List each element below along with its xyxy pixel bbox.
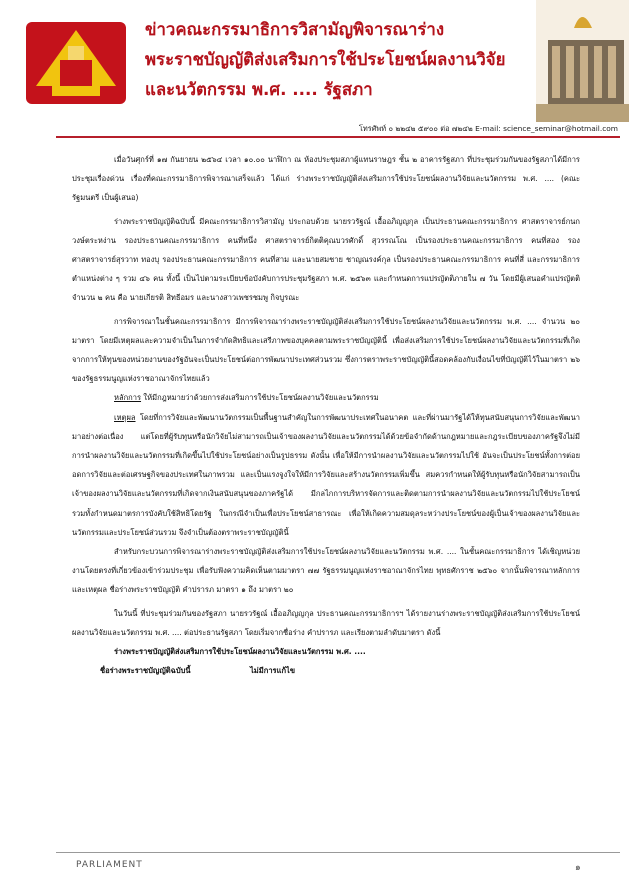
page-title — [145, 14, 555, 104]
parliament-building-photo — [536, 0, 629, 122]
footer-rule — [56, 852, 620, 853]
title-line: ข่าวคณะกรรมาธิการวิสามัญพิจารณาร่าง — [145, 19, 445, 39]
reason-text: โดยที่การวิจัยและพัฒนานวัตกรรมเป็นพื้นฐานสำคัญในการพัฒนาประเทศในอนาคต และที่ผ่านมารัฐได้ให้ทุนสนับสนุนการวิจัยและพัฒนามาอย่างต่อเนื่อง แต่โดยที่ผู้รับทุนหรือนักวิจัยไม่สามารถเป็นเจ้าของผลงานวิจัยและนวัตกรรมได้ด้วยข้อจำกัดด้านกฎหมายและกฎระเบียบของภาครัฐจึงไม่มีการนำผลงานวิจัยและนวัตกรรมที่เกิดขึ้นไปใช้ประโยชน์อย่างเป็นรูปธรรม ดังนั้น เพื่อให้มีการนำผลงานวิจัยและนวัตกรรมไปใช้ อันจะเป็นประโยชน์ทั้งการต่อยอดการวิจัยและต่อเศรษฐกิจของประเทศในภาพรวม และเป็นแรงจูงใจให้มีการวิจัยและสร้างนวัตกรรมเพิ่มขึ้น สมควรกำหนดให้ผู้รับทุนหรือนักวิจัยสามารถเป็นเจ้าของผลงานวิจัยและนวัตกรรมที่เกิดจากเงินสนับสนุนของภาครัฐได้ มีกลไกการบริหารจัดการและติดตามการนำผลงานวิจัยและนวัตกรรมไปใช้ประโยชน์ รวมทั้งกำหนดมาตรการบังคับใช้สิทธิโดยรัฐ ในกรณีจำเป็นเพื่อประโยชน์สาธารณะ เพื่อให้เกิดความสมดุลระหว่างประโยชน์ของผู้เป็นเจ้าของผลงานวิจัยและนวัตกรรมและประโยชน์ส่วนรวม จึงจำเป็นต้องตราพระราชบัญญัตินี้ — [72, 412, 580, 537]
paragraph: สำหรับกระบวนการพิจารณาร่างพระราชบัญญัติส่งเสริมการใช้ประโยชน์ผลงานวิจัยและนวัตกรรม พ.ศ. .... ในชั้นคณะกรรมาธิการ ได้เชิญหน่วยงานโดยตรงที่เกี่ยวข้องเข้าร่วมประชุม เพื่อรับฟังความคิดเห็นตามมาตรา ๗๗ รัฐธรรมนูญแห่งราชอาณาจักรไทย พุทธศักราช ๒๕๖๐ จากนั้นพิจารณาหลักการและเหตุผล ชื่อร่างพระราชบัญญัติ คำปรารภ มาตรา ๑ ถึง มาตรา ๒๐ — [72, 547, 580, 595]
bill-row — [100, 661, 580, 680]
bill-row-label: ชื่อร่างพระราชบัญญัติฉบับนี้ — [100, 666, 191, 676]
parliament-emblem-icon — [24, 16, 128, 108]
article-body — [72, 150, 580, 680]
paragraph: ร่างพระราชบัญญัติฉบับนี้ มีคณะกรรมาธิการวิสามัญ ประกอบด้วย นายรวรัฐณ์ เอื้ออภิญญกุล เป็นประธานคณะกรรมาธิการ ศาสตราจารย์กนก วงษ์ตระหง่าน รองประธานคณะกรรมาธิการ คนที่หนึ่ง ศาสตราจารย์กิตติคุณบวรศักดิ์ สุวรรณโณ เป็นรองประธานคณะกรรมาธิการ คนที่สอง รองศาสตราจารย์สุรวาท ทองบุ รองประธานคณะกรรมาธิการ คนที่สาม และนายสมชาย ชาญณรงค์กุล เป็นรองประธานคณะกรรมาธิการ คนที่สี่ และกรรมาธิการตำแหน่งต่าง ๆ รวม ๔๖ คน ทั้งนี้ เป็นไปตามระเบียบข้อบังคับการประชุมรัฐสภา พ.ศ. ๒๕๖๓ และกำหนดการแปรญัตติภายใน ๗ วัน โดยมีผู้เสนอคำแปรญัตติ จำนวน ๒ คน คือ นายเกียรติ สิทธีอมร และนางสาวเพชรชมพู กิจบูรณะ — [72, 216, 580, 303]
footer-label: PARLIAMENT — [76, 860, 143, 870]
page-number: ๑ — [575, 863, 581, 873]
reason-paragraph — [72, 408, 580, 542]
principle-label: หลักการ — [114, 393, 142, 403]
paragraph: การพิจารณาในชั้นคณะกรรมาธิการ มีการพิจารณาร่างพระราชบัญญัติส่งเสริมการใช้ประโยชน์ผลงานวิจัยและนวัตกรรม พ.ศ. .... จำนวน ๒๐ มาตรา โดยมีเหตุผลและความจำเป็นในการจำกัดสิทธิและเสรีภาพของบุคคลตามพระราชบัญญัตินี้ เพื่อส่งเสริมการใช้ประโยชน์ผลงานวิจัยและนวัตกรรมที่เกิดจากการให้ทุนของหน่วยงานของรัฐอันจะเป็นประโยชน์ต่อการพัฒนาประเทศส่วนรวม ซึ่งการตราพระราชบัญญัตินี้สอดคล้องกับเงื่อนไขที่บัญญัติไว้ในมาตรา ๒๖ ของรัฐธรรมนูญแห่งราชอาณาจักรไทยแล้ว — [72, 316, 580, 384]
divider — [56, 136, 620, 138]
paragraph: เมื่อวันศุกร์ที่ ๑๗ กันยายน ๒๕๖๔ เวลา ๑๐.๐๐ นาฬิกา ณ ห้องประชุมสภาผู้แทนราษฎร ชั้น ๒ อาคารรัฐสภา ที่ประชุมร่วมกันของรัฐสภาได้มีการประชุมเรื่องด่วน เรื่องที่คณะกรรมาธิการพิจารณาเสร็จแล้ว ได้แก่ ร่างพระราชบัญญัติส่งเสริมการใช้ประโยชน์ผลงานวิจัยและนวัตกรรม พ.ศ. .... (คณะรัฐมนตรี เป็นผู้เสนอ) — [72, 155, 580, 203]
title-line: พระราชบัญญัติส่งเสริมการใช้ประโยชน์ผลงานวิจัย — [145, 49, 506, 69]
title-line: และนวัตกรรม พ.ศ. .... รัฐสภา — [145, 79, 373, 99]
bill-row-value: ไม่มีการแก้ไข — [250, 666, 295, 676]
paragraph: ในวันนี้ ที่ประชุมร่วมกันของรัฐสภา นายรวรัฐณ์ เอื้ออภิญญกุล ประธานคณะกรรมาธิการฯ ได้รายงานร่างพระราชบัญญัติส่งเสริมการใช้ประโยชน์ผลงานวิจัยและนวัตกรรม พ.ศ. .... ต่อประธานรัฐสภา โดยเริ่มจากชื่อร่าง คำปรารภ และเรียงตามลำดับมาตรา ดังนี้ — [72, 608, 580, 637]
contact-info: โทรศัพท์ ๐ ๒๒๔๒ ๕๙๐๐ ต่อ ๗๒๔๒ E-mail: science_seminar@hotmail.com — [358, 124, 618, 133]
principle-paragraph — [72, 388, 580, 407]
bill-title: ร่างพระราชบัญญัติส่งเสริมการใช้ประโยชน์ผลงานวิจัยและนวัตกรรม พ.ศ. .... — [114, 647, 366, 657]
reason-label: เหตุผล — [114, 412, 136, 422]
principle-text: ให้มีกฎหมายว่าด้วยการส่งเสริมการใช้ประโยชน์ผลงานวิจัยและนวัตกรรม — [141, 393, 379, 403]
